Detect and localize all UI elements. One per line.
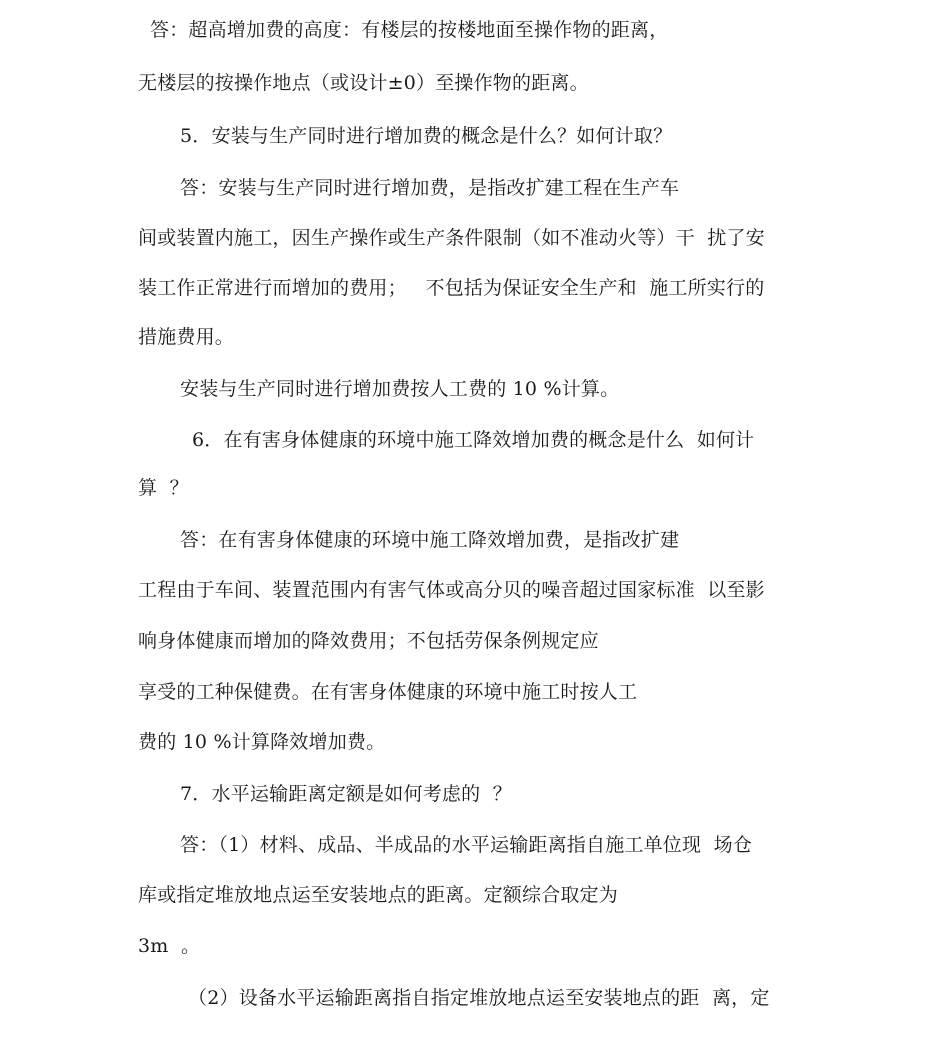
answer-6-line-3: 响身体健康而增加的降效费用；不包括劳保条例规定应 [138, 630, 599, 652]
answer-6-line-5: 费的 10 %计算降效增加费。 [138, 731, 386, 753]
answer-5-line-1: 答：安装与生产同时进行增加费，是指改扩建工程在生产车 [180, 177, 680, 199]
question-5-heading: 5．安装与生产同时进行增加费的概念是什么？如何计取？ [180, 125, 673, 147]
answer-6-line-4: 享受的工种保健费。在有害身体健康的环境中施工时按人工 [138, 681, 638, 703]
answer-6-line-1: 答：在有害身体健康的环境中施工降效增加费，是指改扩建 [180, 529, 680, 551]
text-line-2: 无楼层的按操作地点（或设计±0）至操作物的距离。 [138, 72, 589, 94]
answer-7-line-4: （2）设备水平运输距离指自指定堆放地点运至安装地点的距 离，定 [188, 987, 770, 1009]
question-6-heading-line-2: 算 ？ [138, 477, 189, 499]
text-line-1: 答：超高增加费的高度：有楼层的按楼地面至操作物的距离， [150, 19, 669, 41]
answer-7-line-1: 答：（1）材料、成品、半成品的水平运输距离指自施工单位现 场仓 [180, 834, 753, 856]
answer-5-line-3: 装工作正常进行而增加的费用； 不包括为保证安全生产和 施工所实行的 [138, 277, 765, 299]
answer-6-line-2: 工程由于车间、装置范围内有害气体或高分贝的噪音超过国家标准 以至影 [138, 579, 765, 601]
answer-5-line-5: 安装与生产同时进行增加费按人工费的 10 %计算。 [180, 378, 620, 400]
question-6-heading-line-1: 6．在有害身体健康的环境中施工降效增加费的概念是什么 如何计 [192, 429, 755, 451]
answer-5-line-4: 措施费用。 [138, 326, 235, 348]
answer-5-line-2: 间或装置内施工，因生产操作或生产条件限制（如不准动火等）干 扰了安 [138, 227, 765, 249]
answer-7-line-2: 库或指定堆放地点运至安装地点的距离。定额综合取定为 [138, 884, 619, 906]
question-7-heading: 7．水平运输距离定额是如何考虑的 ？ [180, 783, 512, 805]
answer-7-line-3: 3m 。 [138, 935, 201, 957]
